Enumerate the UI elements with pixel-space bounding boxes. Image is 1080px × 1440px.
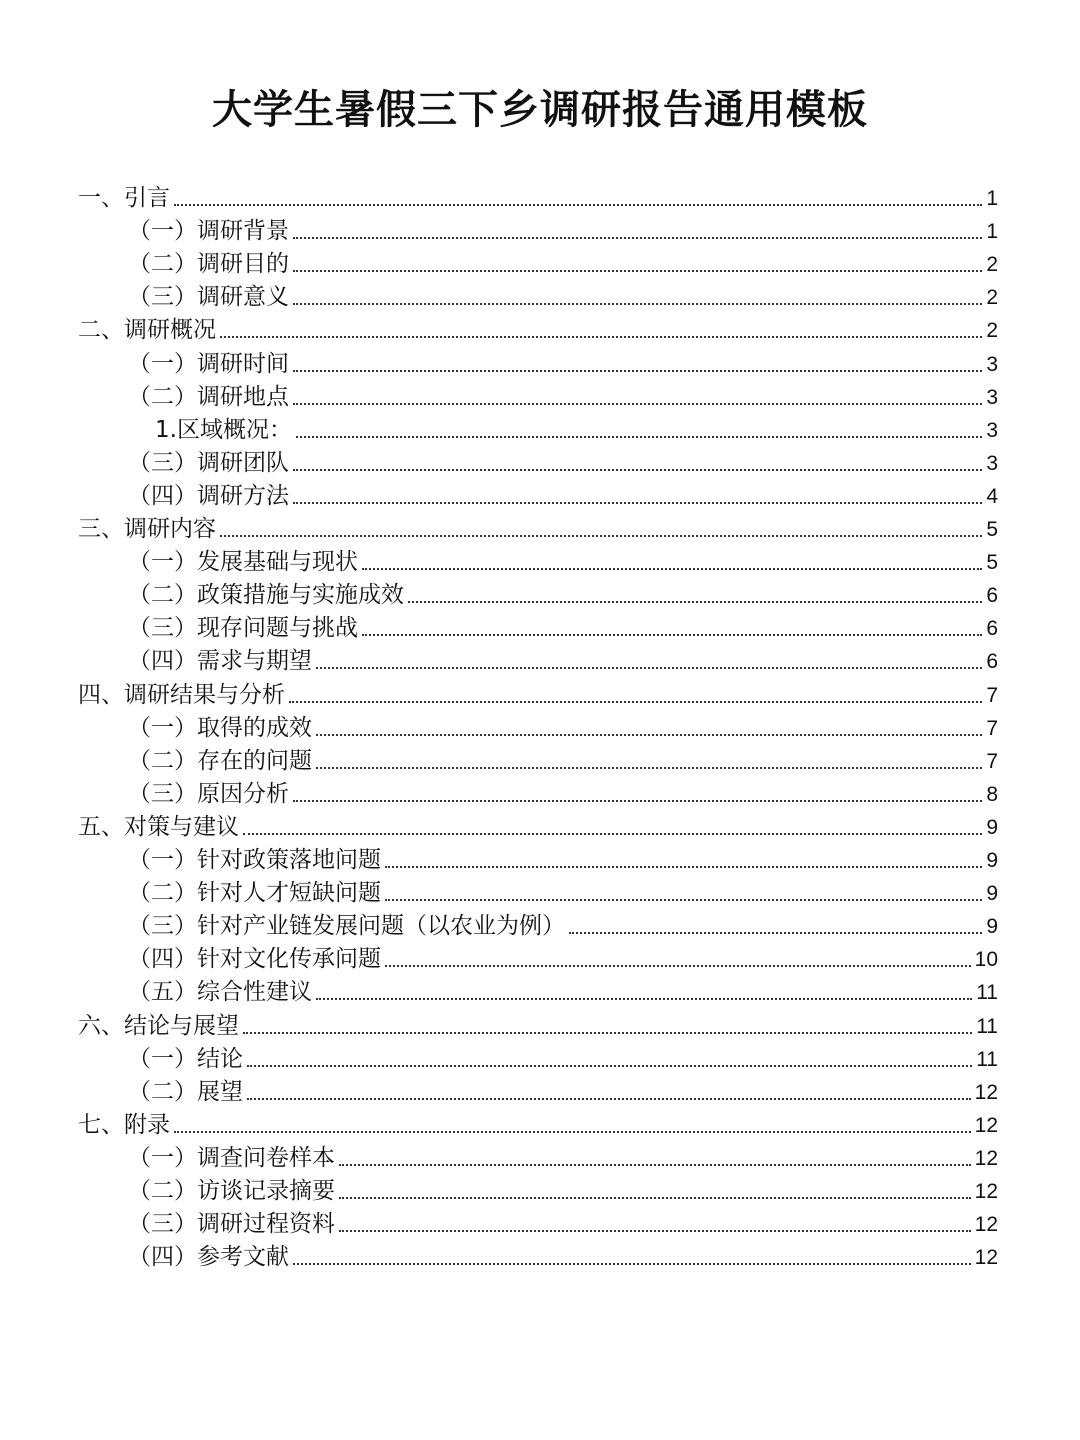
- toc-entry-title: （二）调研地点: [128, 383, 289, 410]
- toc-dot-leader: [408, 600, 982, 603]
- toc-entry[interactable]: [0, 1076, 998, 1109]
- toc-entry-title: （二）展望: [128, 1078, 243, 1105]
- toc-entry-title: （一）结论: [128, 1045, 243, 1072]
- toc-entry-title: （三）调研过程资料: [128, 1211, 335, 1238]
- toc-entry[interactable]: [0, 1241, 998, 1274]
- toc-page-number: 11: [976, 1047, 998, 1071]
- toc-entry[interactable]: [0, 1043, 998, 1076]
- toc-entry-title: （四）针对文化传承问题: [128, 946, 381, 973]
- toc-page-number: 5: [986, 518, 998, 541]
- toc-entry[interactable]: [0, 480, 998, 513]
- toc-entry-title: （二）存在的问题: [128, 747, 312, 774]
- toc-entry-title: （三）原因分析: [128, 780, 289, 807]
- toc-entry[interactable]: [0, 612, 998, 645]
- toc-entry[interactable]: [0, 910, 998, 943]
- toc-dot-leader: [362, 567, 982, 570]
- toc-entry[interactable]: [0, 248, 998, 281]
- toc-dot-leader: [316, 997, 972, 1000]
- toc-page-number: 12: [974, 1180, 998, 1203]
- toc-entry[interactable]: [0, 1109, 998, 1142]
- toc-entry[interactable]: [0, 281, 998, 314]
- toc-page-number: 11: [976, 981, 998, 1005]
- toc-entry[interactable]: [0, 844, 998, 877]
- toc-dot-leader: [569, 931, 982, 934]
- toc-entry[interactable]: [0, 546, 998, 579]
- toc-entry-title: （一）取得的成效: [128, 714, 312, 741]
- toc-dot-leader: [247, 1064, 972, 1067]
- toc-page-number: 10: [974, 948, 998, 972]
- toc-page-number: 11: [976, 1014, 998, 1038]
- toc-entry-title: 1.区域概况：: [155, 416, 292, 443]
- toc-dot-leader: [339, 1196, 971, 1199]
- toc-entry[interactable]: [0, 745, 998, 778]
- toc-entry-title: 五、对策与建议: [78, 813, 239, 840]
- toc-page-number: 9: [986, 915, 998, 939]
- toc-page-number: 12: [974, 1213, 998, 1237]
- toc-page-number: 12: [974, 1080, 998, 1104]
- toc-entry-title: 四、调研结果与分析: [78, 681, 285, 708]
- toc-entry-title: （三）调研意义: [128, 284, 289, 311]
- toc-entry-title: 七、附录: [78, 1111, 170, 1138]
- toc-dot-leader: [174, 203, 982, 206]
- toc-page-number: 2: [986, 253, 998, 277]
- toc-entry[interactable]: [0, 513, 998, 546]
- toc-page-number: 8: [986, 782, 998, 806]
- toc-entry[interactable]: [0, 1208, 998, 1241]
- toc-dot-leader: [293, 236, 982, 239]
- toc-page-number: 2: [986, 319, 998, 343]
- toc-entry-title: （四）需求与期望: [128, 648, 312, 675]
- toc-page-number: 7: [986, 716, 998, 740]
- toc-page-number: 6: [986, 617, 998, 641]
- toc-dot-leader: [293, 369, 982, 372]
- toc-dot-leader: [316, 733, 982, 736]
- toc-dot-leader: [293, 468, 982, 471]
- toc-dot-leader: [293, 402, 982, 405]
- toc-page-number: 7: [986, 749, 998, 773]
- toc-dot-leader: [339, 1229, 971, 1232]
- toc-entry[interactable]: [0, 1142, 998, 1175]
- toc-dot-leader: [385, 898, 982, 901]
- toc-entry[interactable]: [0, 976, 998, 1009]
- toc-entry-title: （一）调查问卷样本: [128, 1144, 335, 1171]
- toc-page-number: 3: [986, 352, 998, 376]
- toc-page-number: 5: [986, 551, 998, 575]
- toc-entry-title: （三）现存问题与挑战: [128, 615, 358, 642]
- toc-page-number: 6: [986, 650, 998, 674]
- toc-dot-leader: [293, 501, 982, 504]
- toc-dot-leader: [289, 700, 982, 703]
- toc-entry[interactable]: [0, 314, 998, 347]
- toc-page-number: 2: [986, 286, 998, 310]
- toc-entry-title: （一）调研背景: [128, 218, 289, 245]
- toc-entry[interactable]: [0, 943, 998, 976]
- toc-page-number: 3: [986, 418, 998, 442]
- toc-entry-title: （一）针对政策落地问题: [128, 847, 381, 873]
- toc-entry-title: （一）发展基础与现状: [128, 549, 358, 576]
- toc-dot-leader: [316, 766, 982, 769]
- toc-page-number: 12: [974, 1146, 998, 1170]
- toc-entry[interactable]: [0, 414, 998, 447]
- toc-entry-title: （五）综合性建议: [128, 979, 312, 1006]
- toc-entry[interactable]: [0, 381, 998, 414]
- document-title: 大学生暑假三下乡调研报告通用模板: [212, 87, 868, 133]
- toc-entry-title: （四）参考文献: [128, 1244, 289, 1271]
- toc-dot-leader: [362, 633, 982, 636]
- toc-entry[interactable]: [0, 645, 998, 678]
- toc-dot-leader: [293, 1262, 971, 1265]
- toc-entry-title: （二）调研目的: [128, 251, 289, 278]
- toc-entry-title: （一）调研时间: [128, 350, 289, 377]
- toc-page-number: 9: [986, 815, 998, 839]
- toc-entry-title: （二）访谈记录摘要: [128, 1178, 335, 1204]
- toc-page-number: 9: [986, 849, 998, 872]
- toc-entry-title: （二）针对人才短缺问题: [128, 880, 381, 907]
- toc-entry[interactable]: [0, 679, 998, 712]
- toc-dot-leader: [316, 666, 982, 669]
- toc-entry-title: 三、调研内容: [78, 516, 216, 542]
- toc-page-number: 6: [986, 584, 998, 608]
- toc-dot-leader: [296, 435, 982, 438]
- toc-entry-title: （三）调研团队: [128, 449, 289, 476]
- toc-entry[interactable]: [0, 579, 998, 612]
- toc-entry-title: （四）调研方法: [128, 482, 289, 509]
- toc-entry[interactable]: [0, 215, 998, 248]
- toc-page-number: 7: [986, 683, 998, 707]
- toc-page-number: 4: [986, 484, 998, 508]
- toc-entry[interactable]: [0, 1010, 998, 1043]
- toc-entry-title: 六、结论与展望: [78, 1012, 239, 1039]
- toc-dot-leader: [247, 1097, 971, 1100]
- toc-entry-title: （二）政策措施与实施成效: [128, 582, 404, 609]
- toc-dot-leader: [339, 1163, 971, 1166]
- toc-dot-leader: [385, 964, 971, 967]
- toc-entry[interactable]: [0, 182, 998, 215]
- toc-dot-leader: [385, 865, 982, 868]
- toc-dot-leader: [243, 1031, 972, 1034]
- toc-entry-title: 二、调研概况: [78, 317, 216, 344]
- toc-entry[interactable]: [0, 447, 998, 480]
- toc-page-number: 9: [986, 882, 998, 906]
- toc-page-number: 3: [986, 451, 998, 475]
- toc-entry[interactable]: [0, 811, 998, 844]
- toc-entry[interactable]: [0, 778, 998, 811]
- toc-entry[interactable]: [0, 712, 998, 745]
- toc-dot-leader: [293, 269, 982, 272]
- toc-entry[interactable]: [0, 348, 998, 381]
- toc-dot-leader: [293, 799, 982, 802]
- toc-page-number: 12: [974, 1246, 998, 1270]
- toc-dot-leader: [220, 534, 982, 537]
- toc-dot-leader: [174, 1130, 971, 1133]
- toc-page-number: 1: [986, 220, 998, 244]
- toc-dot-leader: [293, 302, 982, 305]
- toc-page-number: 1: [986, 187, 998, 210]
- toc-page-number: 3: [986, 385, 998, 409]
- toc-entry[interactable]: [0, 1175, 998, 1208]
- toc-entry-title: 一、引言: [78, 185, 170, 211]
- toc-page-number: 12: [974, 1113, 998, 1137]
- toc-entry[interactable]: [0, 877, 998, 910]
- toc-entry-title: （三）针对产业链发展问题（以农业为例）: [128, 913, 565, 940]
- toc-dot-leader: [220, 335, 982, 338]
- toc-dot-leader: [243, 832, 982, 835]
